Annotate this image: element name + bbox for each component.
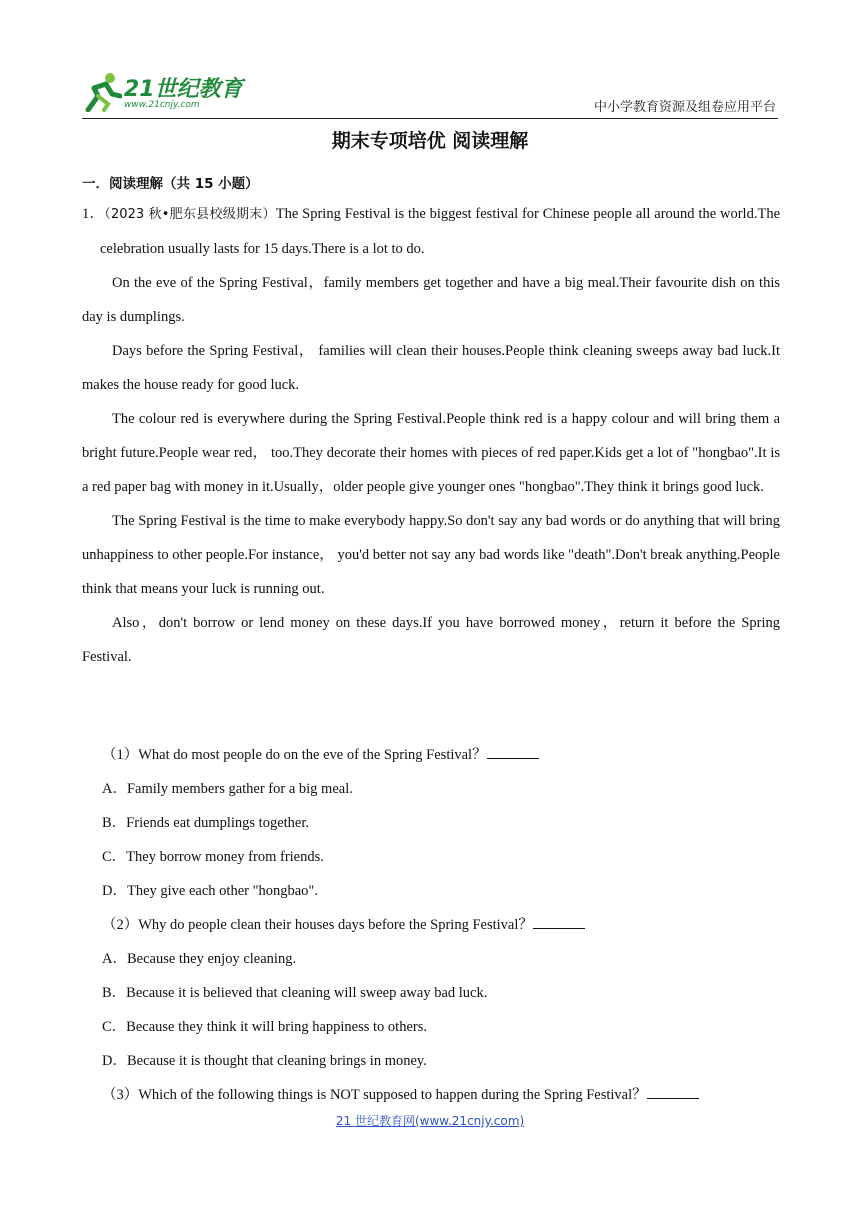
question-number: 1．	[82, 206, 105, 222]
sub-question-stem	[82, 738, 780, 772]
option-c: C．Because they think it will bring happiness to others.	[102, 1019, 427, 1035]
question-source: （2023 秋•肥东县校级期末）	[104, 207, 276, 222]
question-1-passage	[82, 197, 780, 674]
document-title: 期末专项培优 阅读理解	[331, 130, 529, 152]
logo-url: www.21cnjy.com	[124, 100, 200, 110]
stem-text: （2）Why do people clean their houses days before the Spring Festival？	[102, 917, 533, 933]
answer-blank[interactable]	[487, 744, 539, 759]
option-a: A．Because they enjoy cleaning.	[102, 951, 297, 967]
brand-logo	[82, 70, 252, 116]
stem-text: （3）Which of the following things is NOT supposed to happen during the Spring Festival？	[102, 1087, 647, 1103]
passage-paragraph	[82, 197, 780, 266]
stem-text: （1）What do most people do on the eve of the Spring Festival？	[102, 747, 487, 763]
page-header	[82, 66, 778, 119]
option-b: B．Because it is believed that cleaning will sweep away bad luck.	[102, 985, 488, 1001]
sub-question-stem	[82, 1078, 780, 1112]
option-b: B．Friends eat dumplings together.	[102, 815, 310, 831]
option-d: D．They give each other "hongbao".	[102, 883, 318, 899]
runner-icon	[82, 70, 122, 112]
sub-question-stem	[82, 908, 780, 942]
paragraph-text: The Spring Festival is the biggest festival for Chinese people all around the world.The celebration usually lasts for 15 days.There is a lot to do.	[100, 206, 781, 257]
passage-paragraph: The Spring Festival is the time to make everybody happy.So don't say any bad words or do anything that will bring unhappiness to other people.For instance， you'd better not say any bad words like "death".Don't break anything.People think that means your luck is running out.	[82, 513, 780, 597]
section-heading: 一．阅读理解（共 15 小题）	[82, 176, 259, 192]
option-d: D．Because it is thought that cleaning brings in money.	[102, 1053, 427, 1069]
passage-paragraph: On the eve of the Spring Festival，family members get together and have a big meal.Their favourite dish on this day is dumplings.	[82, 275, 780, 325]
answer-blank[interactable]	[533, 914, 585, 929]
footer-link[interactable]: 21 世纪教育网(www.21cnjy.com)	[335, 1114, 525, 1128]
platform-name: 中小学教育资源及组卷应用平台	[593, 100, 776, 115]
passage-paragraph: The colour red is everywhere during the Spring Festival.People think red is a happy colour and will bring them a bright future.People wear red， too.They decorate their homes with pieces of red paper.Kids get a lot of "hongbao".It is a red paper bag with money in it.Usually，older people give younger ones "hongbao".They think it brings good luck.	[82, 411, 780, 495]
sub-questions	[82, 738, 780, 1112]
answer-blank[interactable]	[647, 1084, 699, 1099]
logo-wordmark: 21世纪教育	[124, 77, 243, 102]
option-a: A．Family members gather for a big meal.	[102, 781, 353, 797]
option-c: C．They borrow money from friends.	[102, 849, 324, 865]
passage-paragraph: Days before the Spring Festival， families will clean their houses.People think cleaning sweeps away bad luck.It makes the house ready for good luck.	[82, 343, 780, 393]
passage-paragraph: Also，don't borrow or lend money on these days.If you have borrowed money，return it before the Spring Festival.	[82, 615, 780, 665]
